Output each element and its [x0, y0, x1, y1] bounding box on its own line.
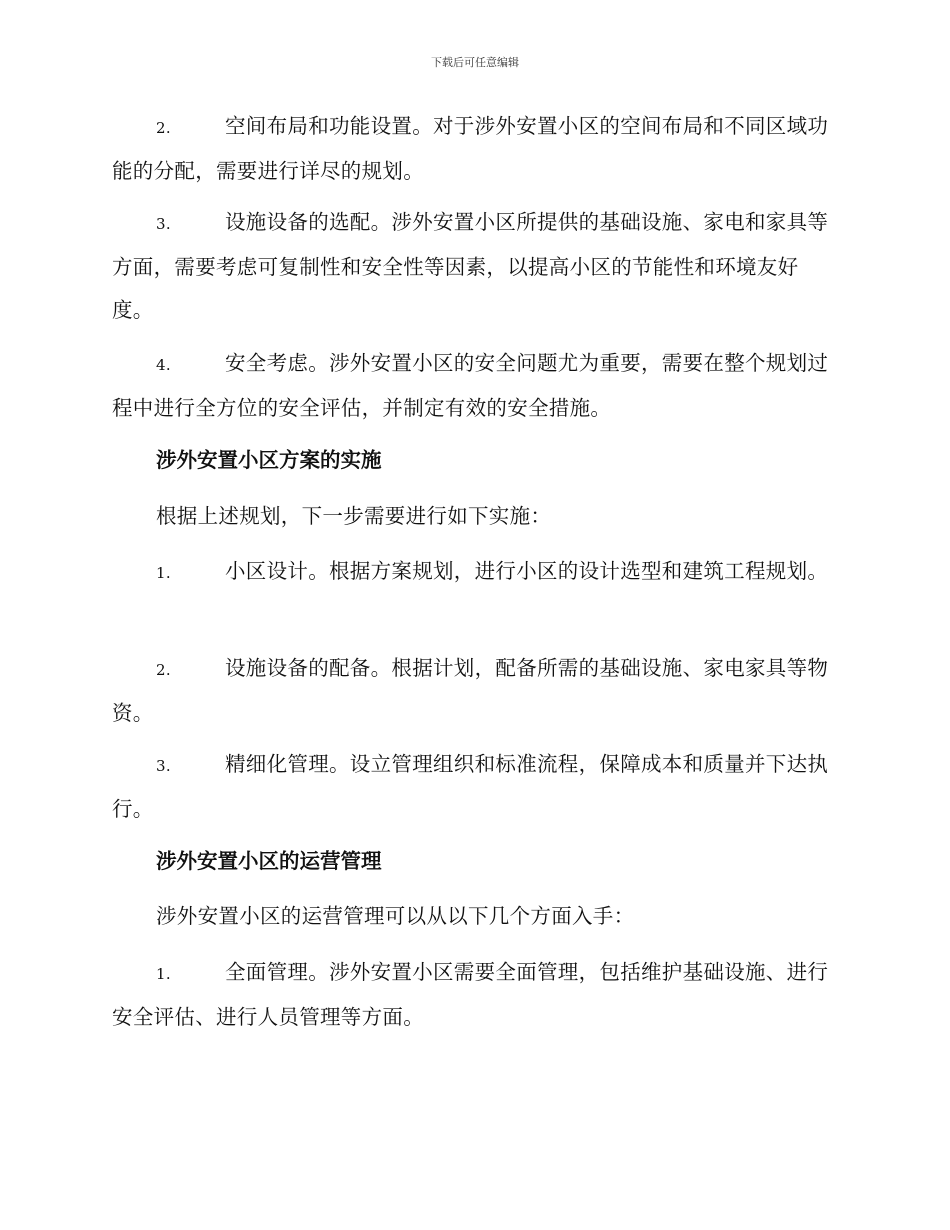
list-number: 1.: [156, 965, 171, 983]
section-intro: 根据上述规划，下一步需要进行如下实施：: [156, 504, 552, 528]
list-text: 空间布局和功能设置。对于涉外安置小区的空间布局和不同区域功能的分配，需要进行详尽的规划。: [112, 114, 829, 183]
list-text: 全面管理。涉外安置小区需要全面管理，包括维护基础设施、进行安全评估、进行人员管理等方面。: [112, 960, 829, 1029]
list-item: [112, 342, 837, 430]
list-number: 1.: [156, 564, 171, 582]
list-text: 精细化管理。设立管理组织和标准流程，保障成本和质量并下达执行。: [112, 752, 829, 821]
section-heading: 涉外安置小区方案的实施: [156, 448, 382, 472]
list-text: 小区设计。根据方案规划，进行小区的设计选型和建筑工程规划。: [225, 559, 829, 583]
list-item: [112, 201, 837, 332]
list-item: [112, 743, 837, 831]
list-number: 3.: [156, 757, 171, 775]
list-item: [112, 951, 837, 1039]
list-number: 4.: [156, 356, 171, 374]
list-item: [112, 105, 837, 193]
page-header: 下载后可任意编辑: [431, 56, 519, 69]
list-text: 设施设备的配备。根据计划，配备所需的基础设施、家电家具等物资。: [112, 656, 829, 725]
list-text: 安全考虑。涉外安置小区的安全问题尤为重要，需要在整个规划过程中进行全方位的安全评估，并制定有效的安全措施。: [112, 351, 829, 420]
list-number: 2.: [156, 661, 171, 679]
section-heading: 涉外安置小区的运营管理: [156, 849, 382, 873]
list-number: 2.: [156, 119, 171, 137]
list-number: 3.: [156, 215, 171, 233]
section-intro: 涉外安置小区的运营管理可以从以下几个方面入手：: [156, 904, 635, 928]
list-item: [112, 647, 837, 735]
list-text: 设施设备的选配。涉外安置小区所提供的基础设施、家电和家具等方面，需要考虑可复制性和安全性等因素，以提高小区的节能性和环境友好度。: [112, 210, 829, 322]
list-item: [112, 550, 837, 595]
